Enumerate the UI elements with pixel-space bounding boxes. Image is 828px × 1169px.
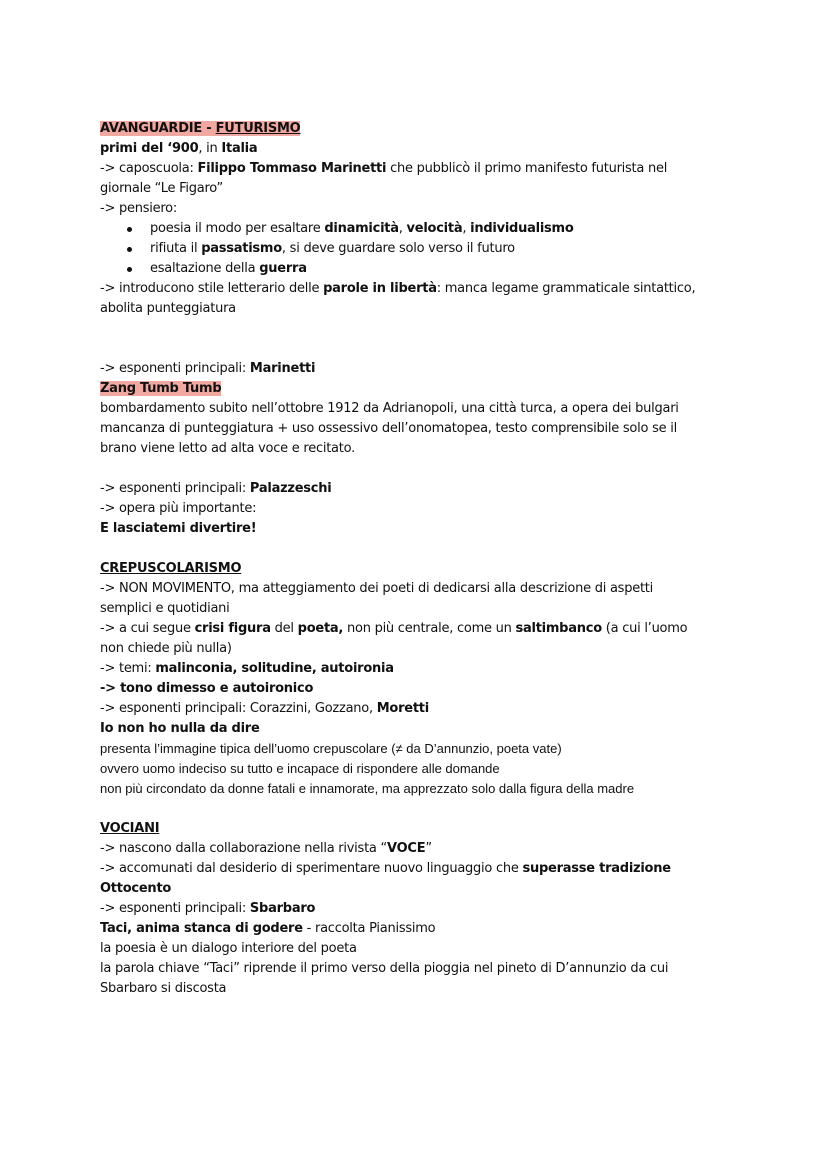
text-line: -> opera più importante: bbox=[100, 501, 257, 516]
text: -> esponenti principali: Corazzini, Gozzano, bbox=[100, 701, 377, 716]
text-line: ovvero uomo indeciso su tutto e incapace di rispondere alle domande bbox=[100, 761, 500, 776]
text-line bbox=[100, 659, 780, 679]
bold-text: dinamicità bbox=[324, 221, 399, 236]
text-line bbox=[100, 699, 780, 719]
spacer bbox=[100, 799, 780, 819]
bold-text: parole in libertà bbox=[323, 281, 437, 296]
text-line: abolita punteggiatura bbox=[100, 301, 236, 316]
text: -> caposcuola: bbox=[100, 161, 198, 176]
text: non più centrale, come un bbox=[343, 621, 516, 636]
text-line: -> NON MOVIMENTO, ma atteggiamento dei poeti di dedicarsi alla descrizione di aspetti bbox=[100, 581, 653, 596]
work-title bbox=[100, 519, 780, 539]
bold-text: poeta, bbox=[297, 621, 344, 636]
bold-text: Filippo Tommaso Marinetti bbox=[197, 161, 387, 176]
text-line: non più circondato da donne fatali e innamorate, ma apprezzato solo dalla figura della madre bbox=[100, 781, 635, 796]
text-line: non chiede più nulla) bbox=[100, 641, 232, 656]
text-line bbox=[100, 839, 780, 859]
text-line: Sbarbaro si discosta bbox=[100, 981, 227, 996]
bold-text: Sbarbaro bbox=[249, 901, 316, 916]
spacer bbox=[100, 319, 780, 359]
bold-text: crisi figura bbox=[194, 621, 271, 636]
bold-text: Io non ho nulla da dire bbox=[100, 721, 260, 736]
text: -> a cui segue bbox=[100, 621, 195, 636]
bold-text: Marinetti bbox=[249, 361, 316, 376]
bold-text: E lasciatemi divertire! bbox=[100, 521, 257, 536]
text-line bbox=[100, 139, 780, 159]
heading-futurismo-title: FUTURISMO bbox=[215, 121, 301, 136]
heading-title: VOCIANI bbox=[100, 821, 160, 836]
text-line: semplici e quotidiani bbox=[100, 601, 230, 616]
text: rifiuta il bbox=[150, 241, 202, 256]
text: -> introducono stile letterario delle bbox=[100, 281, 324, 296]
text: -> esponenti principali: bbox=[100, 361, 250, 376]
text-line bbox=[100, 899, 780, 919]
text-line bbox=[100, 919, 780, 939]
text-line: la parola chiave “Taci” riprende il primo verso della pioggia nel pineto di D’annunzio da cui bbox=[100, 961, 669, 976]
text-line bbox=[100, 879, 780, 899]
bullet-item bbox=[100, 219, 780, 239]
text-line bbox=[100, 159, 780, 179]
text: -> accomunati dal desiderio di sperimentare nuovo linguaggio che bbox=[100, 861, 523, 876]
text: esaltazione della bbox=[150, 261, 260, 276]
bold-text: passatismo bbox=[201, 241, 282, 256]
text: -> esponenti principali: bbox=[100, 901, 250, 916]
bold-text: Taci, anima stanca di godere bbox=[100, 921, 303, 936]
bullet-item bbox=[100, 239, 780, 259]
bullet-dot-icon bbox=[127, 247, 132, 252]
bold-text: malinconia, solitudine, autoironia bbox=[155, 661, 394, 676]
text: ” bbox=[425, 841, 432, 856]
bold-text: primi del ‘900 bbox=[100, 141, 199, 156]
text-line: giornale “Le Figaro” bbox=[100, 181, 224, 196]
bold-text: Italia bbox=[221, 141, 258, 156]
text: , in bbox=[198, 141, 222, 156]
bold-text: Moretti bbox=[376, 701, 429, 716]
text: , bbox=[398, 221, 407, 236]
work-title-zang-tumb-tumb bbox=[100, 379, 780, 399]
bold-text: -> tono dimesso e autoironico bbox=[100, 681, 314, 696]
text-line bbox=[100, 679, 780, 699]
text-line: presenta l’immagine tipica dell’uomo crepuscolare (≠ da D’annunzio, poeta vate) bbox=[100, 741, 562, 756]
notes-body bbox=[100, 119, 780, 999]
heading-title: CREPUSCOLARISMO bbox=[100, 561, 242, 576]
bold-text: individualismo bbox=[470, 221, 574, 236]
text-line: mancanza di punteggiatura + uso ossessivo dell’onomatopea, testo comprensibile solo se il bbox=[100, 421, 677, 436]
text: , bbox=[462, 221, 471, 236]
bullet-dot-icon bbox=[127, 227, 132, 232]
bold-text: superasse tradizione bbox=[522, 861, 671, 876]
bold-text: VOCE bbox=[387, 841, 426, 856]
text-line bbox=[100, 859, 780, 879]
text: -> nascono dalla collaborazione nella rivista “ bbox=[100, 841, 388, 856]
bold-text: saltimbanco bbox=[515, 621, 602, 636]
text-line bbox=[100, 619, 780, 639]
text: che pubblicò il primo manifesto futurista nel bbox=[386, 161, 668, 176]
text: , si deve guardare solo verso il futuro bbox=[281, 241, 515, 256]
text-line: -> pensiero: bbox=[100, 201, 177, 216]
text: (a cui l’uomo bbox=[601, 621, 688, 636]
text: -> temi: bbox=[100, 661, 156, 676]
text: del bbox=[270, 621, 298, 636]
heading-part: AVANGUARDIE - bbox=[100, 121, 216, 136]
text-line: brano viene letto ad alta voce e recitato. bbox=[100, 441, 355, 456]
heading-vociani bbox=[100, 819, 780, 839]
text: -> esponenti principali: bbox=[100, 481, 250, 496]
heading-crepuscolarismo bbox=[100, 559, 780, 579]
work-title bbox=[100, 719, 780, 739]
text-line: bombardamento subito nell’ottobre 1912 da Adrianopoli, una città turca, a opera dei bulgari bbox=[100, 401, 679, 416]
bold-text: guerra bbox=[259, 261, 307, 276]
heading-futurismo bbox=[100, 119, 780, 139]
bullet-dot-icon bbox=[127, 267, 132, 272]
spacer bbox=[100, 539, 780, 559]
text-line bbox=[100, 279, 780, 299]
text-line bbox=[100, 359, 780, 379]
spacer bbox=[100, 459, 780, 479]
bold-text: velocità bbox=[406, 221, 463, 236]
text: - raccolta Pianissimo bbox=[302, 921, 436, 936]
bold-text: Ottocento bbox=[100, 881, 172, 896]
text-line bbox=[100, 479, 780, 499]
text: : manca legame grammaticale sintattico, bbox=[436, 281, 696, 296]
text-line: la poesia è un dialogo interiore del poeta bbox=[100, 941, 357, 956]
bold-text: Palazzeschi bbox=[249, 481, 332, 496]
bullet-item bbox=[100, 259, 780, 279]
text: poesia il modo per esaltare bbox=[150, 221, 325, 236]
work-title: Zang Tumb Tumb bbox=[100, 381, 222, 396]
